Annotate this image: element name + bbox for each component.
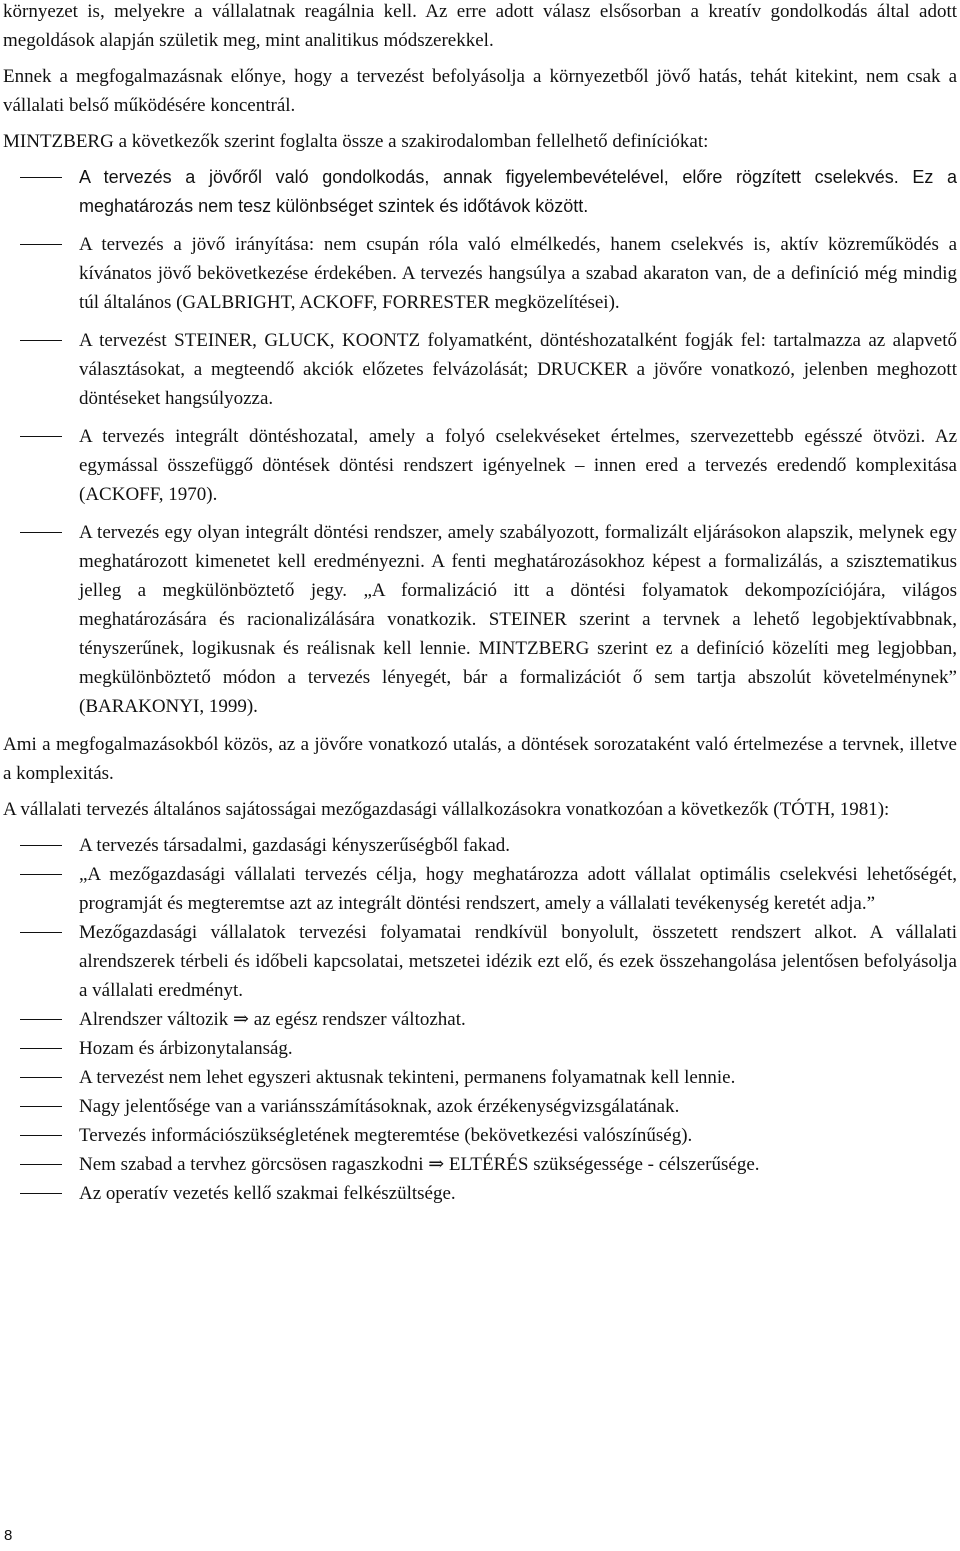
characteristics-list bbox=[3, 831, 957, 1208]
list-item-text: „A mezőgazdasági vállalati tervezés célja, hogy meghatározza adott vállalat optimális cselekvési lehetőségét, programját és megteremtse azt az integrált döntési rendszert, amely a vállalati tevékenység keretét adja.” bbox=[79, 864, 957, 914]
list-item-text: A tervezés egy olyan integrált döntési rendszer, amely szabályozott, formalizált eljárásokon alapszik, melynek egy meghatározott kimenetet kell eredményezni. A fenti meghatározásokhoz képest a formalizálás, a szisztematikus jelleg a megkülönböztető jegy. „A formalizáció itt a döntési folyamatok dekompozíciójára, világos meghatározására és racionalizálására vonatkozik. STEINER szerint a tervnek a lehető legobjektívabbnak, tényszerűnek, logikusnak és reálisnak kell lennie. MINTZBERG szerint ez a definíció közelíti meg legjobban, megkülönböztető módon a tervezés lényegét, bár a formalizációt ő sem tartja abszolút követelménynek” (BARAKONYI, 1999). bbox=[79, 522, 957, 717]
list-item bbox=[3, 1092, 957, 1121]
dash-bullet bbox=[20, 340, 62, 341]
dash-bullet bbox=[20, 1048, 62, 1049]
paragraph-5: A vállalati tervezés általános sajátosságai mezőgazdasági vállalkozásokra vonatkozóan a következők (TÓTH, 1981): bbox=[3, 799, 890, 820]
list-item-text: Nem szabad a tervhez görcsösen ragaszkodni ⇒ ELTÉRÉS szükségessége - célszerűsége. bbox=[79, 1154, 760, 1175]
dash-bullet bbox=[20, 436, 62, 437]
page-number: 8 bbox=[4, 1527, 13, 1544]
dash-bullet bbox=[20, 1135, 62, 1136]
list-item bbox=[3, 1150, 957, 1179]
list-item bbox=[3, 1063, 957, 1092]
list-item bbox=[3, 1034, 957, 1063]
list-item-text: A tervezés a jövőről való gondolkodás, annak figyelembevételével, előre rögzített cselekvés. Ez a meghatározás nem tesz különbséget szintek és időtávok között. bbox=[79, 167, 957, 216]
list-item-text: A tervezés társadalmi, gazdasági kényszerűségből fakad. bbox=[79, 835, 511, 856]
list-item-text: A tervezés a jövő irányítása: nem csupán róla való elmélkedés, hanem cselekvés is, aktív közreműködés a kívánatos jövő bekövetkezése érdekében. A tervezés hangsúlya a szabad akaraton van, de a definíció még mindig túl általános (GALBRIGHT, ACKOFF, FORRESTER megközelítései). bbox=[79, 234, 957, 313]
list-item-text: Az operatív vezetés kellő szakmai felkészültsége. bbox=[79, 1183, 456, 1204]
list-item bbox=[3, 1179, 957, 1208]
page-content bbox=[3, 0, 957, 1217]
list-item bbox=[3, 518, 957, 721]
dash-bullet bbox=[20, 532, 62, 533]
paragraph-1: környezet is, melyekre a vállalatnak reagálnia kell. Az erre adott válasz elsősorban a kreatív gondolkodás által adott megoldások alapján születik meg, mint analitikus módszerekkel. bbox=[3, 1, 957, 51]
list-item bbox=[3, 230, 957, 317]
dash-bullet bbox=[20, 845, 62, 846]
definitions-list bbox=[3, 163, 957, 721]
dash-bullet bbox=[20, 1193, 62, 1194]
paragraph-2: Ennek a megfogalmazásnak előnye, hogy a tervezést befolyásolja a környezetből jövő hatás, tehát kitekint, nem csak a vállalati belső működésére koncentrál. bbox=[3, 66, 957, 116]
dash-bullet bbox=[20, 177, 62, 178]
dash-bullet bbox=[20, 932, 62, 933]
list-item-text: Hozam és árbizonytalanság. bbox=[79, 1038, 293, 1059]
list-item-text: A tervezés integrált döntéshozatal, amely a folyó cselekvéseket értelmes, szervezettebb egésszé ötvözi. Az egymással összefüggő döntések döntési rendszert igényelnek – innen ered a tervezés eredendő komplexitása (ACKOFF, 1970). bbox=[79, 426, 957, 505]
list-item bbox=[3, 1005, 957, 1034]
list-item-text: Mezőgazdasági vállalatok tervezési folyamatai rendkívül bonyolult, összetett rendszert alkot. A vállalati alrendszerek térbeli és időbeli kapcsolatai, metszetei idézik ezt elő, és ezek összehangolása jelentősen befolyásolja a vállalati eredményt. bbox=[79, 922, 957, 1001]
list-item-text: Nagy jelentősége van a variánsszámításoknak, azok érzékenységvizsgálatának. bbox=[79, 1096, 680, 1117]
dash-bullet bbox=[20, 1164, 62, 1165]
list-item bbox=[3, 422, 957, 509]
list-item bbox=[3, 860, 957, 918]
paragraph-3: MINTZBERG a következők szerint foglalta össze a szakirodalomban fellelhető definíciókat: bbox=[3, 131, 709, 152]
list-item bbox=[3, 163, 957, 221]
list-item-text: A tervezést nem lehet egyszeri aktusnak tekinteni, permanens folyamatnak kell lennie. bbox=[79, 1067, 736, 1088]
list-item bbox=[3, 1121, 957, 1150]
dash-bullet bbox=[20, 1019, 62, 1020]
paragraph-4: Ami a megfogalmazásokból közös, az a jövőre vonatkozó utalás, a döntések sorozataként való értelmezése a tervnek, illetve a komplexitás. bbox=[3, 734, 957, 784]
list-item-text: Tervezés információszükségletének megteremtése (bekövetkezési valószínűség). bbox=[79, 1125, 693, 1146]
dash-bullet bbox=[20, 244, 62, 245]
list-item-text: A tervezést STEINER, GLUCK, KOONTZ folyamatként, döntéshozatalként fogják fel: tartalmazza az alapvető választásokat, a megteendő akciók előzetes felvázolását; DRUCKER a jövőre vonatkozó, jelenben meghozott döntéseket hangsúlyozza. bbox=[79, 330, 957, 409]
list-item-text: Alrendszer változik ⇒ az egész rendszer változhat. bbox=[79, 1009, 466, 1030]
list-item bbox=[3, 918, 957, 1005]
list-item bbox=[3, 326, 957, 413]
list-item bbox=[3, 831, 957, 860]
dash-bullet bbox=[20, 874, 62, 875]
dash-bullet bbox=[20, 1106, 62, 1107]
dash-bullet bbox=[20, 1077, 62, 1078]
